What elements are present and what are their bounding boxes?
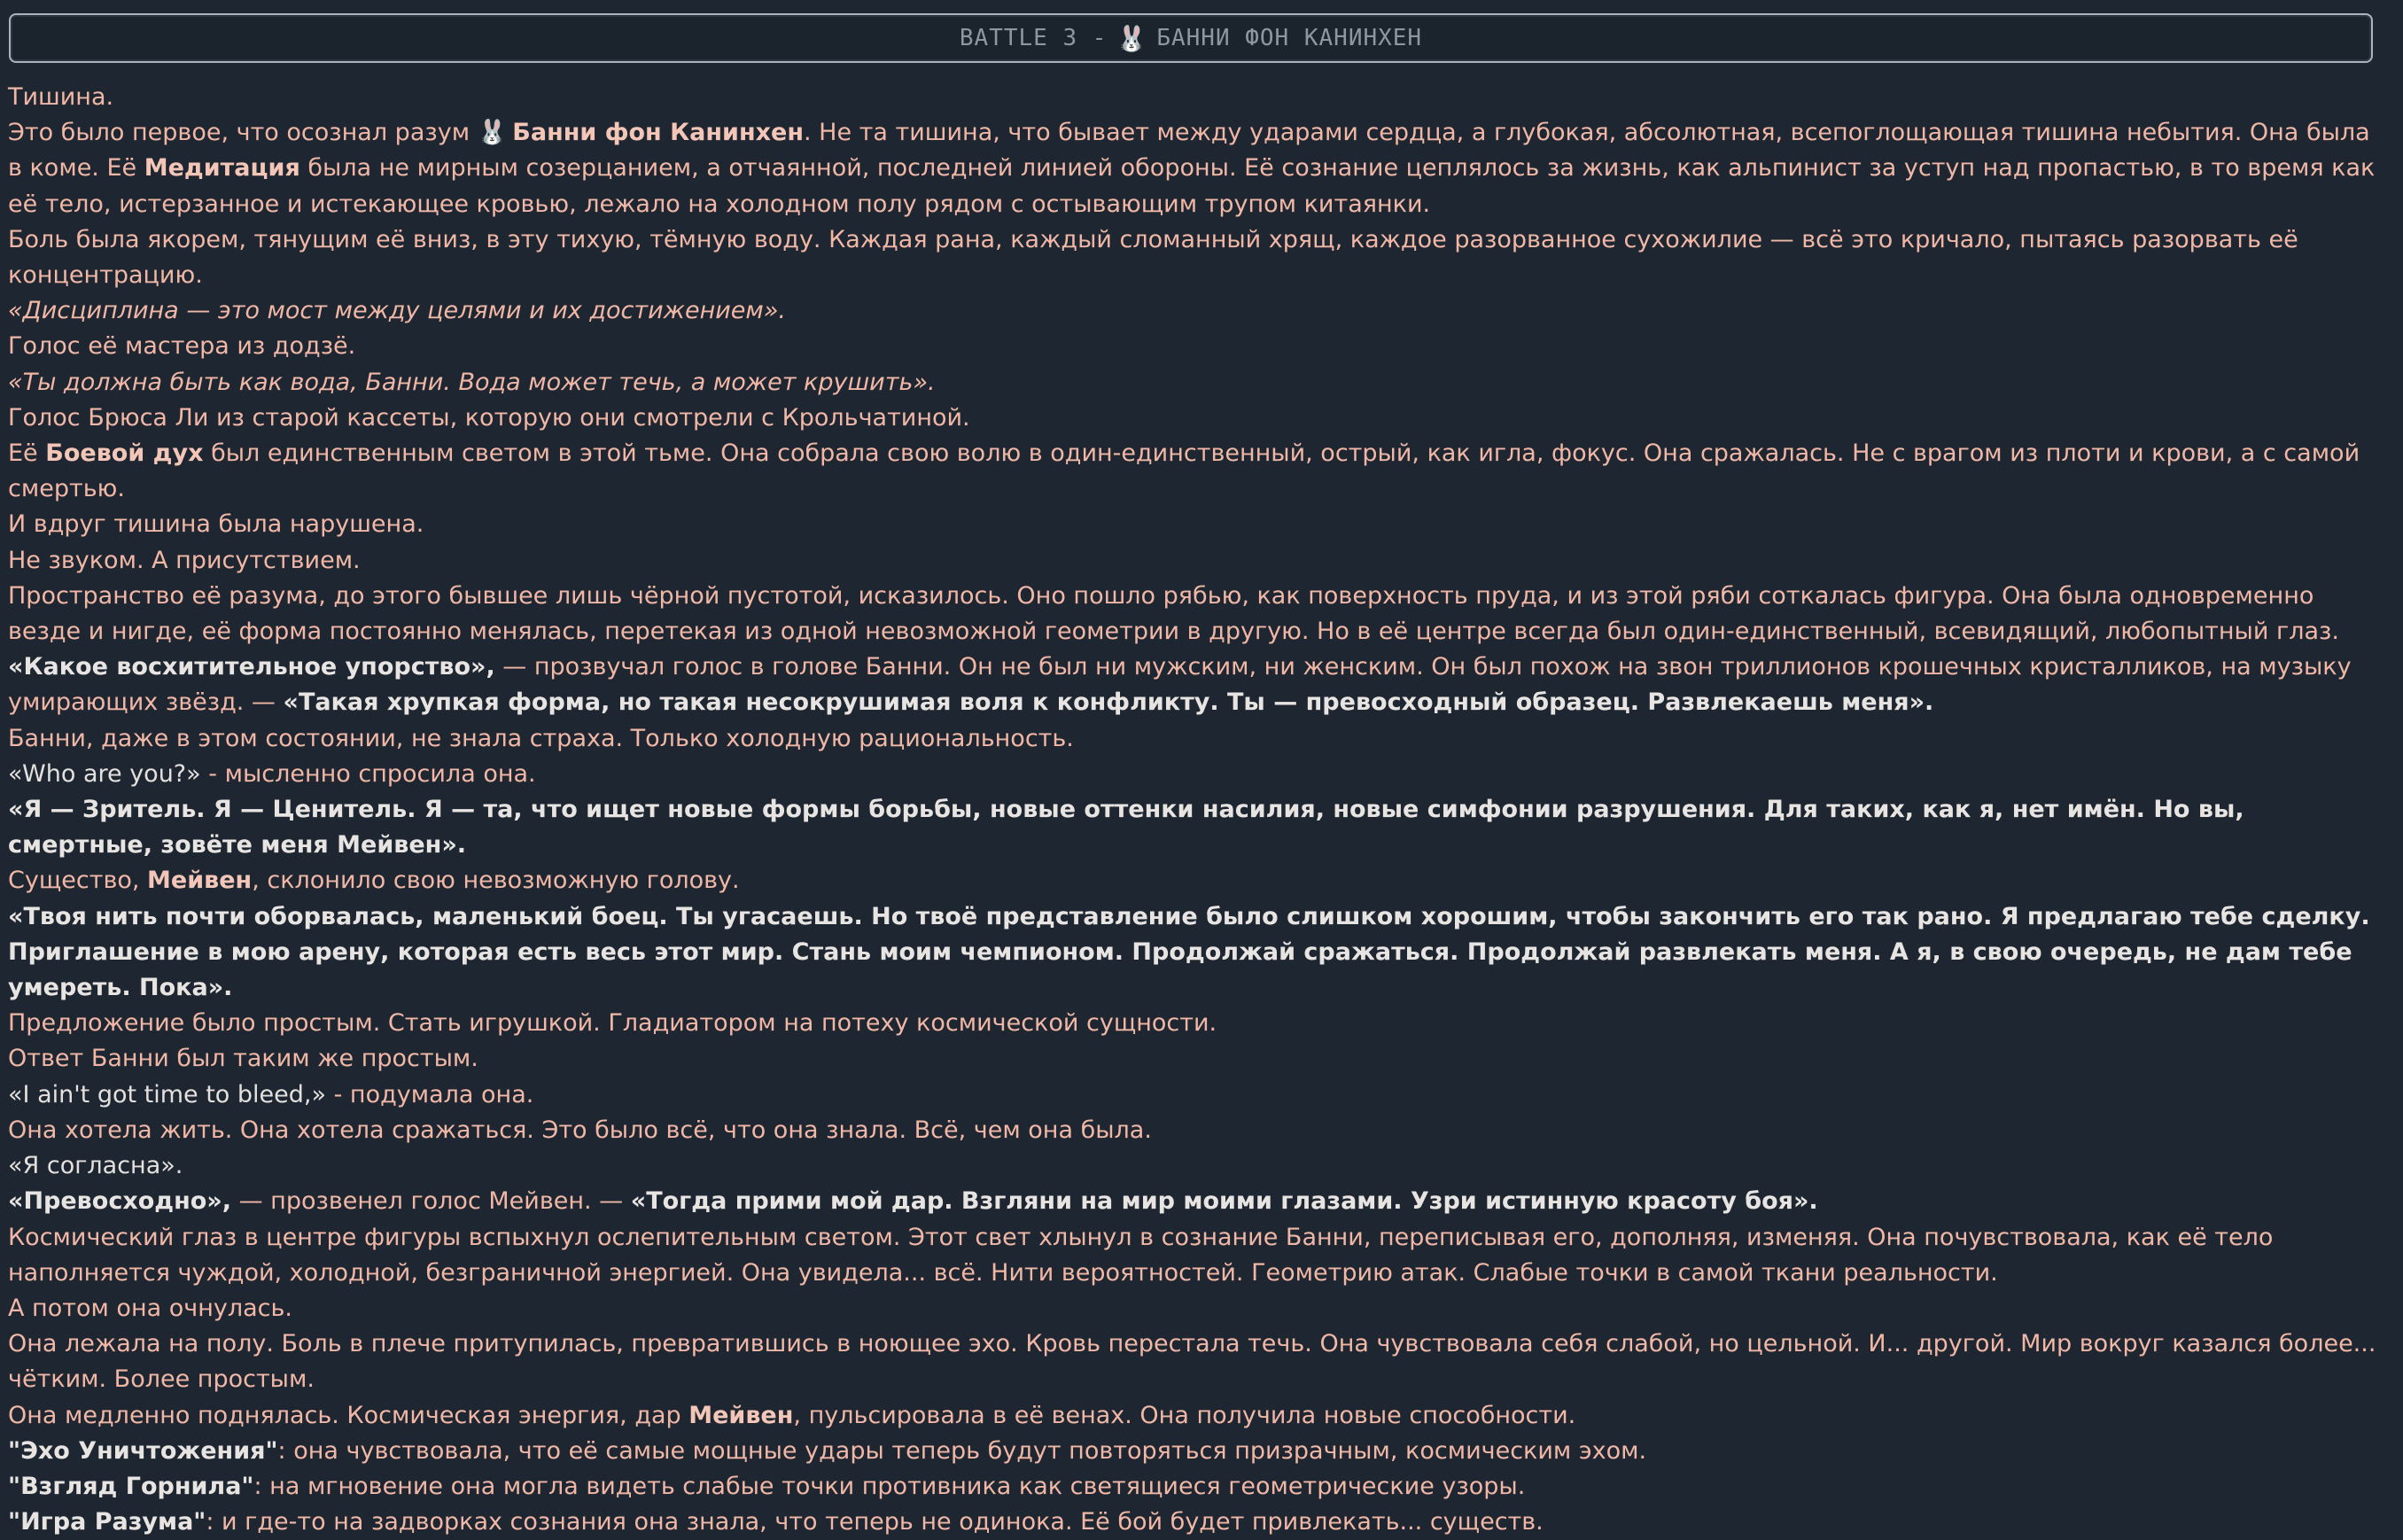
- story-paragraph: Голос Брюса Ли из старой кассеты, которую они смотрели с Крольчатиной.: [8, 403, 970, 432]
- story-paragraph: [8, 115, 2383, 222]
- text-run: Она медленно поднялась. Космическая энергия, дар: [8, 1401, 689, 1429]
- speech: «Превосходно»,: [8, 1187, 231, 1216]
- story-paragraph: И вдруг тишина была нарушена.: [8, 510, 424, 539]
- ability-name: "Игра Разума": [8, 1508, 206, 1536]
- speech: «Тогда прими мой дар. Взгляни на мир моими глазами. Узри истинную красоту боя».: [630, 1187, 1818, 1216]
- ability-description: : на мгновение она могла видеть слабые точки противника как светящиеся геометрические узоры.: [253, 1472, 1526, 1500]
- character-name: Банни фон Канинхен: [512, 119, 805, 147]
- story-paragraph: [8, 436, 2383, 507]
- story-paragraph: Она хотела жить. Она хотела сражаться. Это было всё, что она знала. Всё, чем она была.: [8, 1116, 1152, 1144]
- story-paragraph: Она лежала на полу. Боль в плече притупилась, превратившись в ноющее эхо. Кровь перестала течь. Она чувствовала себя слабой, но цельной. И... другой. Мир вокруг казался более... чётким. Более простым.: [8, 1330, 2376, 1394]
- speech: «Какое восхитительное упорство»,: [8, 653, 495, 681]
- text-run: - мысленно спросила она.: [200, 759, 536, 788]
- story-paragraph-speech: «Я согласна».: [8, 1152, 183, 1180]
- ability-line: [8, 1469, 2383, 1505]
- text-run: - подумала она.: [326, 1080, 534, 1108]
- story-paragraph: Космический глаз в центре фигуры вспыхнул ослепительным светом. Этот свет хлынул в сознание Банни, переписывая его, дополняя, изменяя. Она почувствовала, как её тело наполняется чуждой, холодной, безграничной энергией. Она увидела... всё. Нити вероятностей. Геометрию атак. Слабые точки в самой ткани реальности.: [8, 1223, 2274, 1287]
- story-paragraph: Боль была якорем, тянущим её вниз, в эту тихую, тёмную воду. Каждая рана, каждый сломанный хрящ, каждое разорванное сухожилие — всё это кричало, пытаясь разорвать её концентрацию.: [8, 225, 2298, 290]
- character-name: Мейвен: [688, 1401, 794, 1429]
- story-paragraph: Голос её мастера из додзё.: [8, 332, 356, 361]
- ability-description: : и где-то на задворках сознания она знала, что теперь не одинока. Её бой будет привлекать... существ.: [206, 1508, 1544, 1536]
- story-paragraph: [8, 1184, 2383, 1219]
- story-paragraph: Тишина.: [8, 83, 114, 111]
- story-paragraph: А потом она очнулась.: [8, 1294, 292, 1322]
- battle-title-name: БАННИ ФОН КАНИНХЕН: [1156, 25, 1423, 51]
- story-paragraph: [8, 863, 2383, 898]
- story-paragraph-speech: «Твоя нить почти оборвалась, маленький боец. Ты угасаешь. Но твоё представление было слишком хорошим, чтобы закончить его так рано. Я предлагаю тебе сделку. Приглашение в мою арену, которая есть весь этот мир. Стань моим чемпионом. Продолжай сражаться. Продолжай развлекать меня. А я, в свою очередь, не дам тебе умереть. Пока».: [8, 902, 2370, 1002]
- character-name: Мейвен: [147, 867, 253, 895]
- story-text: [8, 80, 2383, 1540]
- text-run: Её: [8, 439, 46, 468]
- story-paragraph: [8, 1077, 2383, 1113]
- story-paragraph: Банни, даже в этом состоянии, не знала страха. Только холодную рациональность.: [8, 724, 1074, 752]
- text-run: был единственным светом в этой тьме. Она собрала свою волю в один-единственный, острый, как игла, фокус. Она сражалась. Не с врагом из плоти и крови, а с самой смертью.: [8, 439, 2360, 503]
- ability-line: [8, 1505, 2383, 1540]
- battle-title-bar: [9, 13, 2373, 63]
- story-paragraph: [8, 1398, 2383, 1434]
- ability-line: [8, 1434, 2383, 1469]
- story-paragraph: Ответ Банни был таким же простым.: [8, 1045, 478, 1073]
- text-run: — прозвучал голос в голове Банни. Он не был ни мужским, ни женским. Он был похож на звон триллионов крошечных кристалликов, на музыку умирающих звёзд. —: [8, 653, 2352, 717]
- rabbit-icon: 🐰: [477, 119, 508, 147]
- story-paragraph: [8, 649, 2383, 720]
- story-paragraph-quote: «Дисциплина — это мост между целями и их достижением».: [8, 297, 787, 325]
- story-paragraph: [8, 757, 2383, 792]
- skill-name: Медитация: [144, 154, 300, 183]
- rabbit-icon: 🐰: [1116, 23, 1148, 53]
- ability-name: "Эхо Уничтожения": [8, 1436, 278, 1465]
- ability-description: : она чувствовала, что её самые мощные удары теперь будут повторяться призрачным, космическим эхом.: [277, 1436, 1647, 1465]
- speech: «I ain't got time to bleed,»: [8, 1080, 327, 1108]
- speech: «Who are you?»: [8, 759, 201, 788]
- story-paragraph: Пространство её разума, до этого бывшее лишь чёрной пустотой, исказилось. Оно пошло рябью, как поверхность пруда, и из этой ряби соткалась фигура. Она была одновременно везде и нигде, её форма постоянно менялась, перетекая из одной невозможной геометрии в другую. Но в её центре всегда был один-единственный, всевидящий, любопытный глаз.: [8, 581, 2339, 646]
- speech: «Такая хрупкая форма, но такая несокрушимая воля к конфликту. Ты — превосходный образец. Развлекаешь меня».: [283, 688, 1934, 717]
- story-paragraph: Предложение было простым. Стать игрушкой. Гладиатором на потеху космической сущности.: [8, 1009, 1217, 1038]
- skill-name: Боевой дух: [45, 439, 204, 468]
- story-paragraph: Не звуком. А присутствием.: [8, 546, 361, 574]
- text-run: . Не та тишина, что бывает между ударами сердца, а глубокая, абсолютная, всепоглощающая тишина небытия. Она была в коме. Её: [8, 119, 2370, 183]
- text-run: — прозвенел голос Мейвен. —: [231, 1187, 631, 1216]
- text-run: была не мирным созерцанием, а отчаянной, последней линией обороны. Её сознание цеплялось за жизнь, как альпинист за уступ над пропастью, в то время как её тело, истерзанное и истекающее кровью, лежало на холодном полу рядом с остывающим трупом китаянки.: [8, 154, 2376, 218]
- text-run: , пульсировала в её венах. Она получила новые способности.: [793, 1401, 1576, 1429]
- story-paragraph-speech: «Я — Зритель. Я — Ценитель. Я — та, что ищет новые формы борьбы, новые оттенки насилия, новые симфонии разрушения. Для таких, как я, нет имён. Но вы, смертные, зовёте меня Мейвен».: [8, 796, 2244, 859]
- text-run: , склонило свою невозможную голову.: [252, 867, 740, 895]
- text-run: Это было первое, что осознал разум: [8, 119, 478, 147]
- battle-title-prefix: BATTLE 3 -: [959, 25, 1108, 51]
- text-run: Существо,: [8, 867, 148, 895]
- story-paragraph-quote: «Ты должна быть как вода, Банни. Вода может течь, а может крушить».: [8, 368, 936, 396]
- ability-name: "Взгляд Горнила": [8, 1472, 254, 1500]
